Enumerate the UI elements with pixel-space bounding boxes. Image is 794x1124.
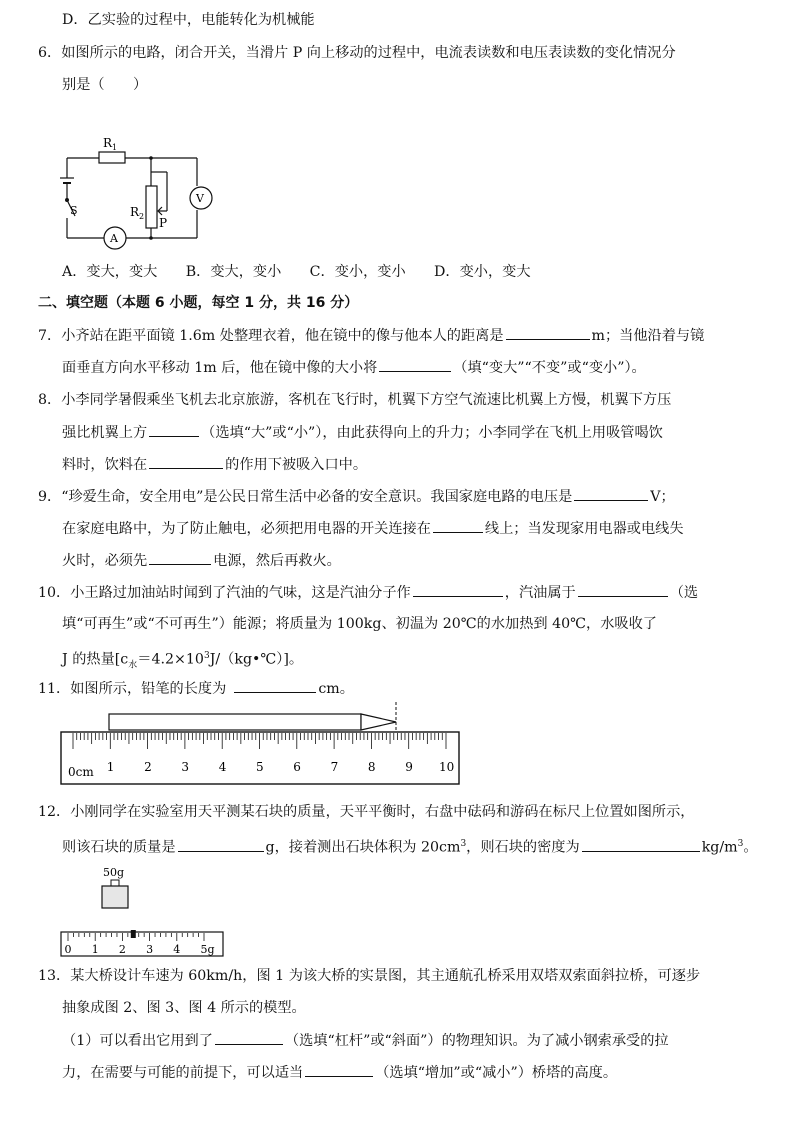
q12-blank-2[interactable] bbox=[582, 837, 700, 852]
q10-line3: J 的热量$[c_水=4.2\times 10^3J/(kg•℃)]$。 bbox=[62, 651, 304, 671]
circuit-diagram bbox=[55, 132, 225, 250]
ruler-tick-label: 5 bbox=[256, 760, 264, 774]
a-label: A bbox=[110, 232, 118, 245]
ruler-tick-label: 6 bbox=[293, 760, 301, 774]
q8-line1: 8．小李同学暑假乘坐飞机去北京旅游，客机在飞行时，机翼下方空气流速比机翼上方慢，机翼下方压 bbox=[38, 392, 672, 408]
q9-line1: 9．“珍爱生命，安全用电”是公民日常生活中必备的安全意识。我国家庭电路的电压是 V； bbox=[38, 486, 675, 507]
r1-label: $R_1$ bbox=[103, 136, 118, 152]
ruler-tick-label: 2 bbox=[144, 760, 152, 774]
q13-blank-2[interactable] bbox=[305, 1062, 373, 1077]
ruler-tick-label: 7 bbox=[330, 760, 339, 774]
q12-blank-1[interactable] bbox=[178, 837, 264, 852]
q11-blank[interactable] bbox=[234, 678, 316, 693]
q6-stem-line2: 别是（ ） bbox=[62, 77, 148, 93]
q10-line2: 填“可再生”或“不可再生”）能源；将质量为 100kg、初温为 20℃的水加热到 40℃，水吸收了 bbox=[62, 616, 657, 632]
q8-line2: 强比机翼上方 （选填“大”或“小”），由此获得向上的升力；小李同学在飞机上用吸管喝饮 bbox=[62, 422, 663, 443]
q8-line3: 料时，饮料在 的作用下被吸入口中。 bbox=[62, 454, 367, 475]
rheostat-r2 bbox=[146, 186, 157, 228]
ruler-tick-label: 8 bbox=[367, 760, 376, 774]
ruler-tick-label: 9 bbox=[405, 760, 413, 774]
q6-options: A．变大，变大 B．变大，变小 C．变小，变小 D．变小，变大 bbox=[62, 264, 531, 280]
rider bbox=[131, 930, 136, 938]
ruler-tick-label: 4 bbox=[218, 760, 227, 774]
ruler-tick-label: 1 bbox=[106, 760, 115, 774]
q7-blank-2[interactable] bbox=[379, 357, 451, 372]
p-label: P bbox=[159, 216, 168, 230]
scale-tick-label: 2 bbox=[118, 943, 126, 956]
q10-blank-1[interactable] bbox=[413, 582, 503, 597]
pencil-tip bbox=[361, 714, 396, 730]
q9-blank-2[interactable] bbox=[433, 518, 483, 533]
q5-option-d: D．乙实验的过程中，电能转化为机械能 bbox=[62, 12, 315, 28]
r2-label: $R_2$ bbox=[130, 205, 145, 221]
weight-label: 50g bbox=[103, 866, 125, 879]
scale-tick-label: 5g bbox=[200, 943, 215, 956]
q13-line2: 抽象成图 2、图 3、图 4 所示的模型。 bbox=[62, 1000, 306, 1016]
q12-line2: 则该石块的质量是 g，接着测出石块体积为 $20cm^3$，则石块的密度为 $kg/m^3$。 bbox=[62, 834, 758, 858]
q13-line4: 力，在需要与可能的前提下，可以适当 （选填“增加”或“减小”）桥塔的高度。 bbox=[62, 1062, 617, 1083]
balance-figure bbox=[58, 862, 233, 958]
q9-blank-3[interactable] bbox=[149, 550, 211, 565]
q12-line1: 12．小刚同学在实验室用天平测某石块的质量，天平平衡时，右盘中砝码和游码在标尺上位置如图所示， bbox=[38, 804, 695, 820]
q9-line2: 在家庭电路中，为了防止触电，必须把用电器的开关连接在 线上；当发现家用电器或电线失 bbox=[62, 518, 684, 539]
section-title: 二、填空题（本题 6 小题，每空 1 分，共 16 分） bbox=[38, 295, 359, 311]
ruler-tick-label: 3 bbox=[181, 760, 190, 774]
scale-tick-label: 3 bbox=[146, 943, 154, 956]
q11-line: 11．如图所示，铅笔的长度为 cm。 bbox=[38, 678, 354, 699]
q8-blank-1[interactable] bbox=[149, 422, 199, 437]
weight-50g-icon bbox=[102, 880, 128, 908]
q9-blank-1[interactable] bbox=[574, 486, 648, 501]
ruler-figure bbox=[58, 698, 468, 788]
scale-tick-label: 1 bbox=[91, 943, 99, 956]
q9-line3: 火时，必须先 电源，然后再救火。 bbox=[62, 550, 341, 571]
q8-blank-2[interactable] bbox=[149, 454, 223, 469]
q13-line1: 13．某大桥设计车速为 60km/h，图 1 为该大桥的实景图，其主通航孔桥采用双塔双索面斜拉桥，可逐步 bbox=[38, 968, 701, 984]
scale-tick-label: 0 bbox=[64, 943, 72, 956]
s-label: S bbox=[70, 204, 78, 217]
q13-blank-1[interactable] bbox=[215, 1030, 283, 1045]
ruler-tick-label: 10 bbox=[439, 760, 455, 774]
scale-tick-label: 4 bbox=[173, 943, 181, 956]
q7-line1: 7．小齐站在距平面镜 1.6m 处整理衣着，他在镜中的像与他本人的距离是 m；当他沿着与镜 bbox=[38, 325, 704, 346]
ruler-body bbox=[61, 732, 459, 784]
q10-blank-2[interactable] bbox=[578, 582, 668, 597]
q10-line1: 10．小王路过加油站时闻到了汽油的气味，这是汽油分子作 ，汽油属于 （选 bbox=[38, 582, 698, 603]
q7-line2: 面垂直方向水平移动 1m 后，他在镜中像的大小将 （填“变大”“不变”或“变小”）。 bbox=[62, 357, 646, 378]
q6-stem-line1: 6．如图所示的电路，闭合开关，当滑片 P 向上移动的过程中，电流表读数和电压表读数的变化情况分 bbox=[38, 45, 676, 61]
q13-line3: （1）可以看出它用到了 （选填“杠杆”或“斜面”）的物理知识。为了减小钢索承受的拉 bbox=[62, 1030, 669, 1051]
pencil-body bbox=[109, 714, 361, 730]
ruler-unit-label: 0cm bbox=[68, 765, 94, 779]
v-label: V bbox=[196, 192, 204, 205]
q7-blank-1[interactable] bbox=[506, 325, 590, 340]
resistor-r1 bbox=[99, 152, 125, 163]
